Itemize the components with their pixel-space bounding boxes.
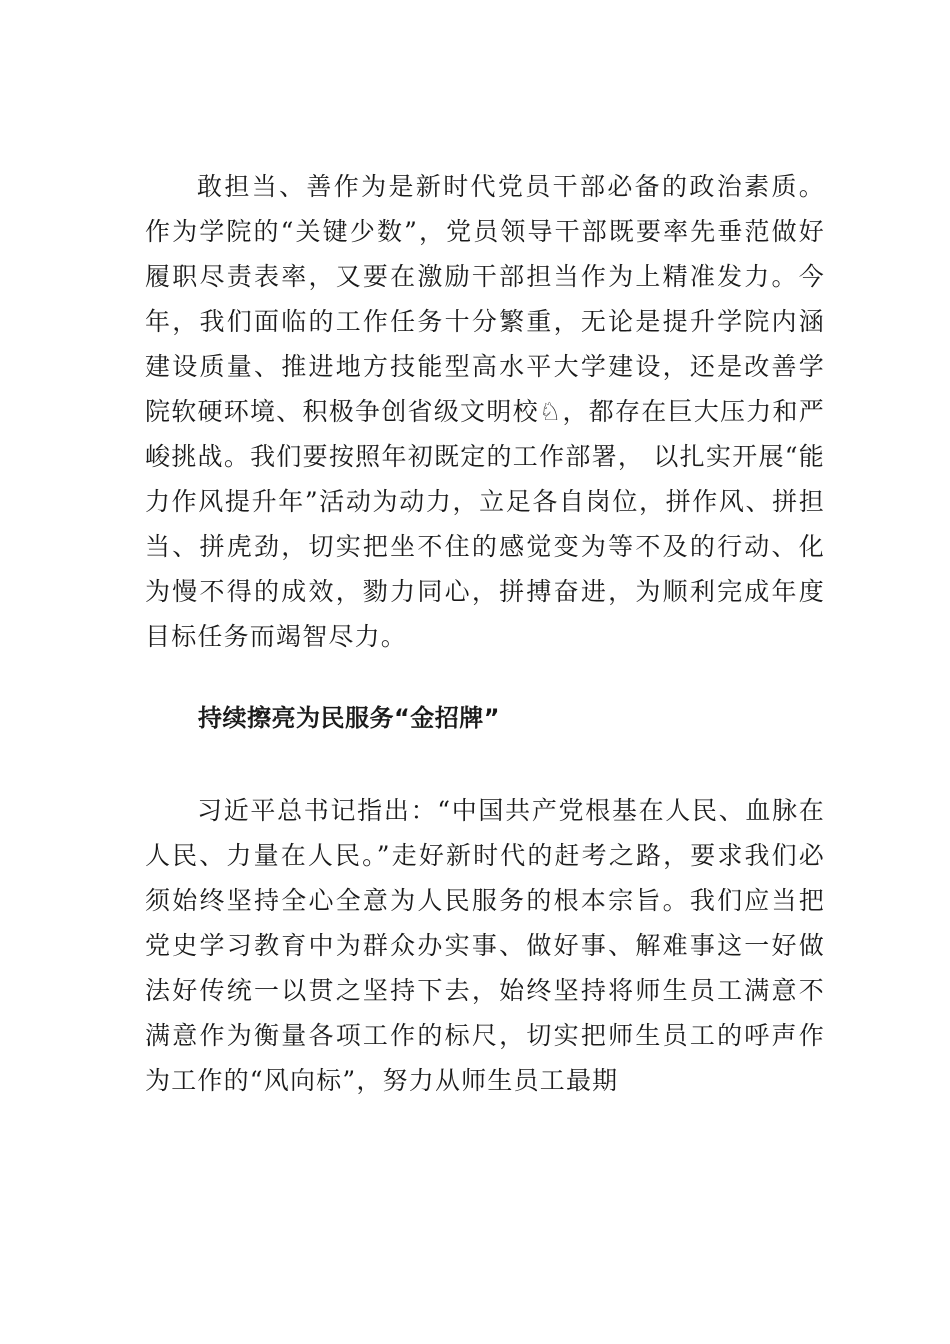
section-heading: 持续擦亮为民服务“金招牌” xyxy=(198,704,501,732)
body-paragraph: 习近平总书记指出：“中国共产党根基在人民、血脉在人民、力量在人民。”走好新时代的赶考之路，要求我们必须始终坚持全心全意为人民服务的根本宗旨。我们应当把党史学习教育中为群众办实事、做好事、解难事这一好做法好传统一以贯之坚持下去，始终坚持将师生员工满意不满意作为衡量各项工作的标尺，切实把师生员工的呼声作为工作的“风向标”，努力从师生员工最期 xyxy=(145,796,825,1095)
body-paragraph: 敢担当、善作为是新时代党员干部必备的政治素质。作为学院的“关键少数”，党员领导干部既要率先垂范做好履职尽责表率，又要在激励干部担当作为上精准发力。今年，我们面临的工作任务十分繁重，无论是提升学院内涵建设质量、推进地方技能型高水平大学建设，还是改善学院软硬环境、积极争创省级文明校♘，都存在巨大压力和严峻挑战。我们要按照年初既定的工作部署， 以扎实开展“能力作风提升年”活动为动力，立足各自岗位，拼作风、拼担当、拼虎劲，切实把坐不住的感觉变为等不及的行动、化为慢不得的成效，勠力同心，拼搏奋进，为顺利完成年度目标任务而竭智尽力。 xyxy=(145,172,825,651)
